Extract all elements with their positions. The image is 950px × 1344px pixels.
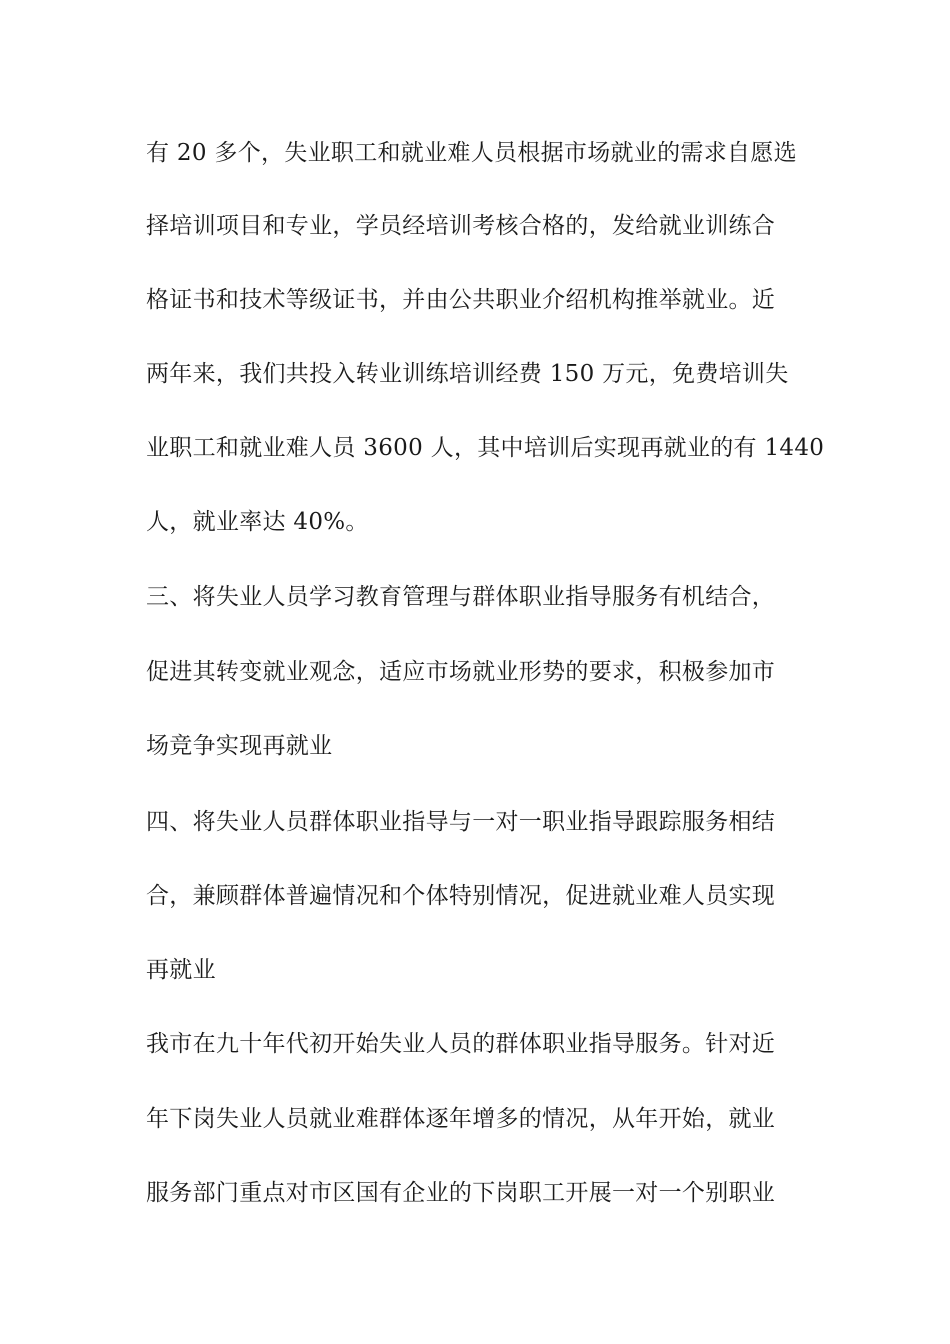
text-line: 促进其转变就业观念，适应市场就业形势的要求，积极参加市: [146, 659, 776, 685]
text-line: 我市在九十年代初开始失业人员的群体职业指导服务。针对近: [146, 1031, 776, 1057]
text-line: 业职工和就业难人员 3600 人，其中培训后实现再就业的有 1440: [146, 435, 825, 461]
text-line: 格证书和技术等级证书，并由公共职业介绍机构推举就业。近: [146, 287, 776, 313]
text-line: 年下岗失业人员就业难群体逐年增多的情况，从年开始，就业: [146, 1106, 776, 1132]
text-line: 两年来，我们共投入转业训练培训经费 150 万元，免费培训失: [146, 361, 789, 387]
text-line: 择培训项目和专业，学员经培训考核合格的，发给就业训练合: [146, 213, 776, 239]
text-line: 有 20 多个，失业职工和就业难人员根据市场就业的需求自愿选: [146, 140, 797, 166]
text-line: 人，就业率达 40%。: [146, 509, 369, 535]
text-line: 服务部门重点对市区国有企业的下岗职工开展一对一个别职业: [146, 1180, 776, 1206]
section-heading-4: 四、将失业人员群体职业指导与一对一职业指导跟踪服务相结: [146, 809, 776, 835]
section-heading-3: 三、将失业人员学习教育管理与群体职业指导服务有机结合，: [146, 584, 776, 610]
text-line: 场竞争实现再就业: [146, 733, 333, 759]
text-line: 合，兼顾群体普遍情况和个体特别情况，促进就业难人员实现: [146, 883, 776, 909]
text-line: 再就业: [146, 957, 216, 983]
